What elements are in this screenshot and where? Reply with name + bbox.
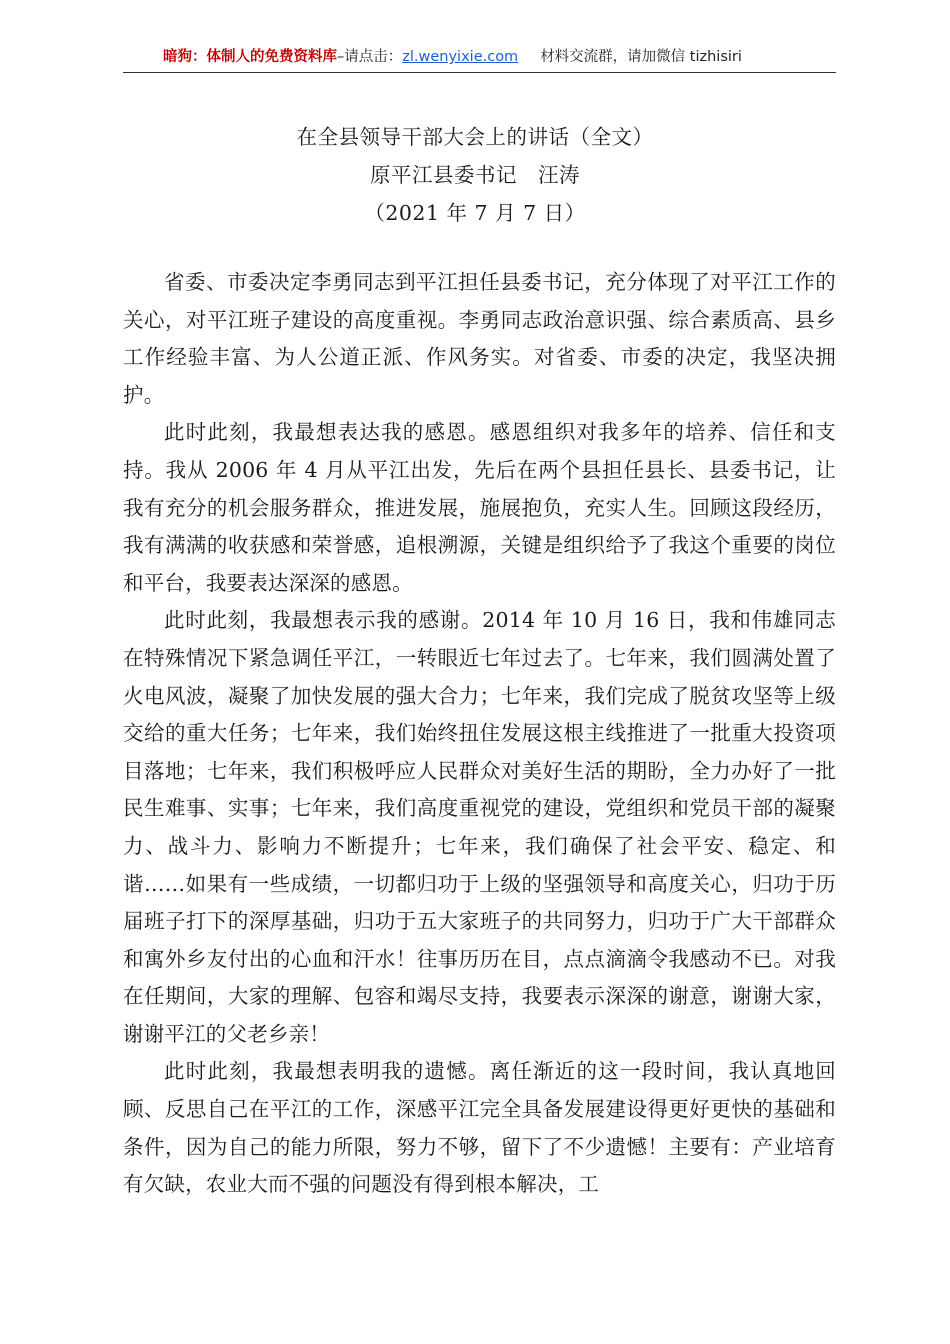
- document-title: 在全县领导干部大会上的讲话（全文）: [296, 125, 654, 149]
- header-link[interactable]: zl.wenyixie.com: [402, 49, 519, 65]
- document-body: [123, 264, 836, 1204]
- page-header: [123, 42, 836, 73]
- document-date: （2021 年 7 月 7 日）: [364, 201, 586, 225]
- header-brand: 暗狗：体制人的免费资料库: [163, 49, 337, 65]
- paragraph-1: 省委、市委决定李勇同志到平江担任县委书记，充分体现了对平江工作的关心，对平江班子建设的高度重视。李勇同志政治意识强、综合素质高、县乡工作经验丰富、为人公道正派、作风务实。对省委、市委的决定，我坚决拥护。: [123, 270, 836, 407]
- header-group-note: 材料交流群，请加微信 tizhisiri: [540, 49, 742, 65]
- paragraph-3: 此时此刻，我最想表示我的感谢。2014 年 10 月 16 日，我和伟雄同志在特殊情况下紧急调任平江，一转眼近七年过去了。七年来，我们圆满处置了火电风波，凝聚了加快发展的强大合力；七年来，我们完成了脱贫攻坚等上级交给的重大任务；七年来，我们始终扭住发展这根主线推进了一批重大投资项目落地；七年来，我们积极呼应人民群众对美好生活的期盼，全力办好了一批民生难事、实事；七年来，我们高度重视党的建设，党组织和党员干部的凝聚力、战斗力、影响力不断提升；七年来，我们确保了社会平安、稳定、和谐……如果有一些成绩，一切都归功于上级的坚强领导和高度关心，归功于历届班子打下的深厚基础，归功于五大家班子的共同努力，归功于广大干部群众和寓外乡友付出的心血和汗水！往事历历在目，点点滴滴令我感动不已。对我在任期间，大家的理解、包容和竭尽支持，我要表示深深的谢意，谢谢大家，谢谢平江的父老乡亲！: [123, 608, 836, 1046]
- paragraph-2: 此时此刻，我最想表达我的感恩。感恩组织对我多年的培养、信任和支持。我从 2006 年 4 月从平江出发，先后在两个县担任县长、县委书记，让我有充分的机会服务群众，推进发展，施展抱负，充实人生。回顾这段经历，我有满满的收获感和荣誉感，追根溯源，关键是组织给予了我这个重要的岗位和平台，我要表达深深的感恩。: [123, 420, 836, 595]
- document-author: 原平江县委书记 汪涛: [370, 163, 580, 187]
- header-prompt: –请点击：: [337, 49, 403, 65]
- title-block: [0, 118, 950, 232]
- paragraph-4: 此时此刻，我最想表明我的遗憾。离任渐近的这一段时间，我认真地回顾、反思自己在平江的工作，深感平江完全具备发展建设得更好更快的基础和条件，因为自己的能力所限，努力不够，留下了不少遗憾！主要有：产业培育有欠缺，农业大而不强的问题没有得到根本解决，工: [123, 1059, 836, 1197]
